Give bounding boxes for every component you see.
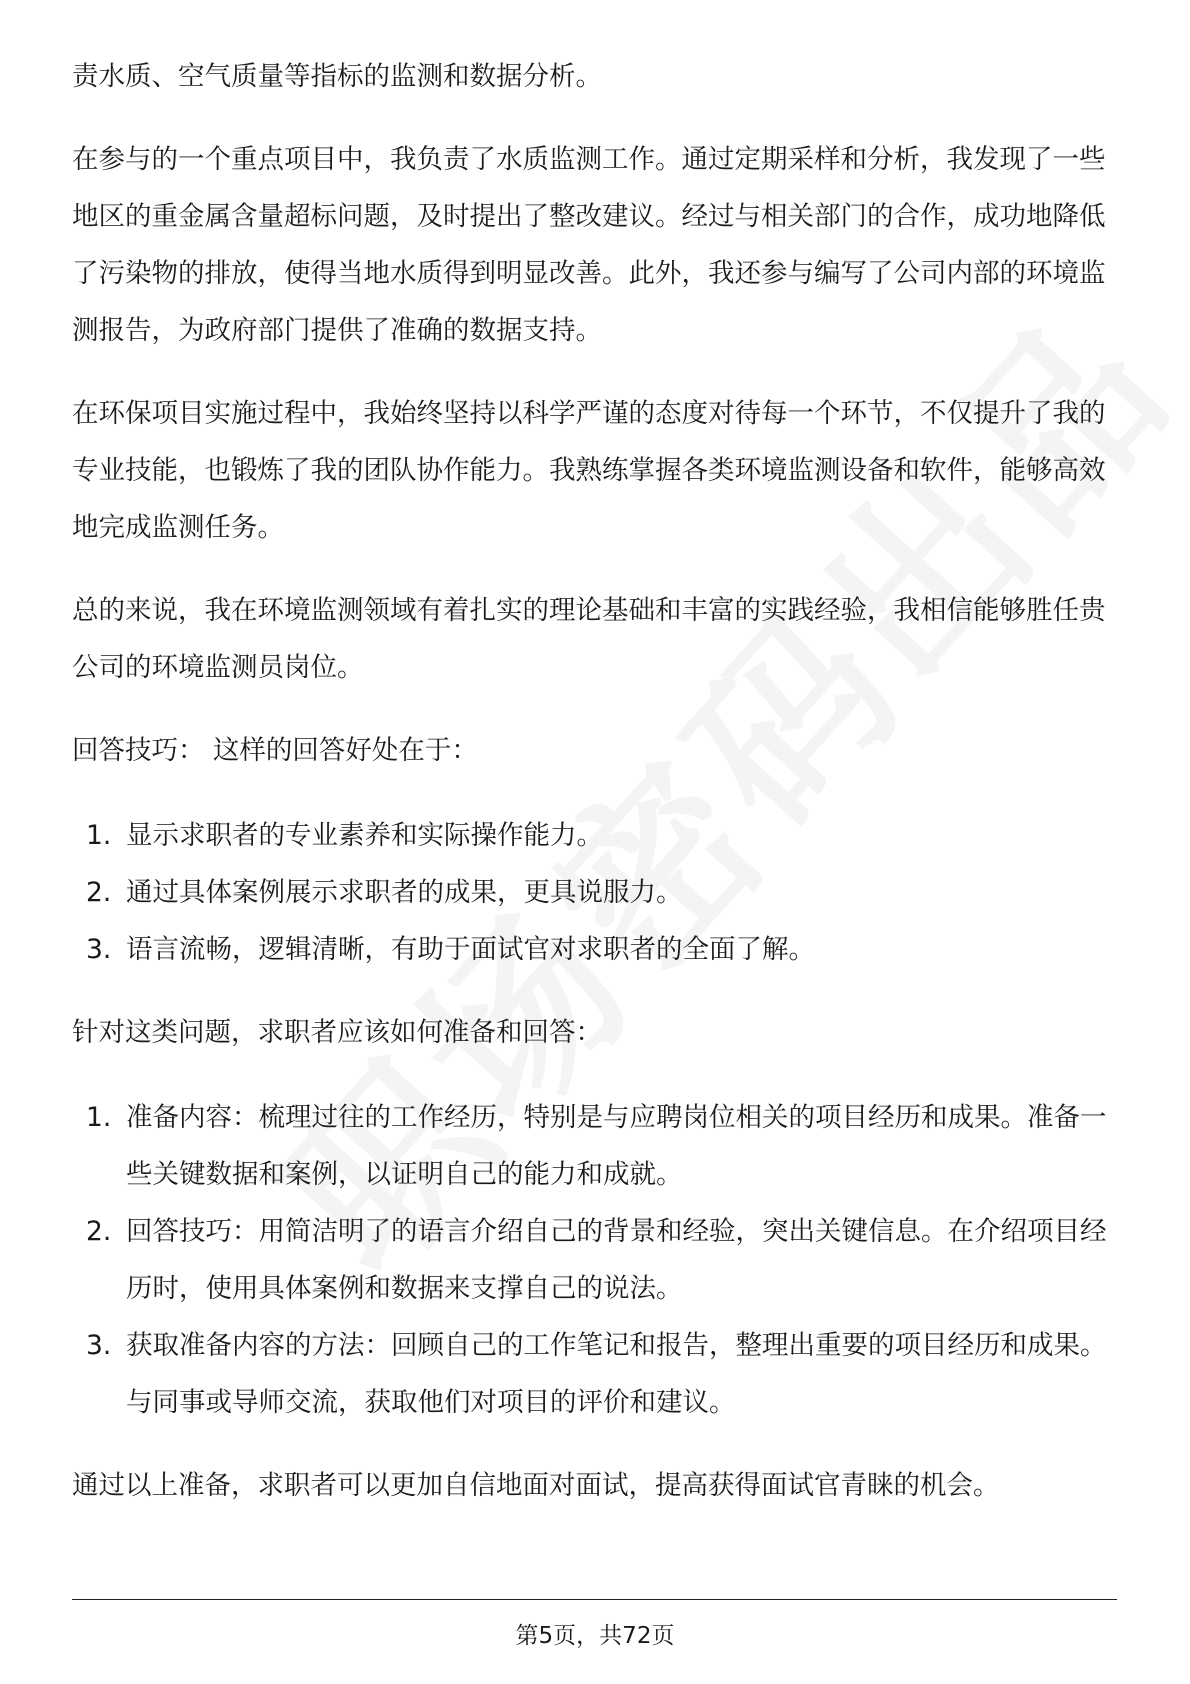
- prep-list: [72, 1089, 1117, 1431]
- page-number: 第5页，共72页: [515, 1623, 675, 1649]
- list-item-text: 回答技巧：用简洁明了的语言介绍自己的背景和经验，突出关键信息。在介绍项目经历时，使用具体案例和数据来支撑自己的说法。: [126, 1216, 1107, 1304]
- document-body: [72, 48, 1117, 1514]
- list-number: 3.: [86, 934, 112, 965]
- list-item-text: 获取准备内容的方法：回顾自己的工作笔记和报告，整理出重要的项目经历和成果。与同事或导师交流，获取他们对项目的评价和建议。: [126, 1330, 1107, 1418]
- list-item: [72, 1089, 1117, 1203]
- list-item-text: 语言流畅，逻辑清晰，有助于面试官对求职者的全面了解。: [126, 934, 815, 965]
- tips-list: [72, 807, 1117, 978]
- list-item: [72, 807, 1117, 864]
- paragraph-2: 在参与的一个重点项目中，我负责了水质监测工作。通过定期采样和分析，我发现了一些地区的重金属含量超标问题，及时提出了整改建议。经过与相关部门的合作，成功地降低了污染物的排放，使得当地水质得到明显改善。此外，我还参与编写了公司内部的环境监测报告，为政府部门提供了准确的数据支持。: [72, 144, 1106, 346]
- list-number: 1.: [86, 820, 112, 851]
- list-item: [72, 1203, 1117, 1317]
- list-item: [72, 1317, 1117, 1431]
- footer-divider: [72, 1599, 1117, 1600]
- prep-heading: 针对这类问题，求职者应该如何准备和回答：: [72, 1017, 602, 1048]
- list-number: 3.: [86, 1330, 112, 1361]
- list-item: [72, 864, 1117, 921]
- list-item-text: 显示求职者的专业素养和实际操作能力。: [126, 820, 603, 851]
- tips-heading: 回答技巧： 这样的回答好处在于：: [72, 735, 478, 766]
- list-number: 2.: [86, 1216, 112, 1247]
- list-item-text: 准备内容：梳理过往的工作经历，特别是与应聘岗位相关的项目经历和成果。准备一些关键数据和案例，以证明自己的能力和成就。: [126, 1102, 1107, 1190]
- paragraph-1: 责水质、空气质量等指标的监测和数据分析。: [72, 61, 602, 92]
- list-item-text: 通过具体案例展示求职者的成果，更具说服力。: [126, 877, 683, 908]
- list-item: [72, 921, 1117, 978]
- list-number: 2.: [86, 877, 112, 908]
- closing-paragraph: 通过以上准备，求职者可以更加自信地面对面试，提高获得面试官青睐的机会。: [72, 1470, 1000, 1501]
- list-number: 1.: [86, 1102, 112, 1133]
- paragraph-3: 在环保项目实施过程中，我始终坚持以科学严谨的态度对待每一个环节，不仅提升了我的专业技能，也锻炼了我的团队协作能力。我熟练掌握各类环境监测设备和软件，能够高效地完成监测任务。: [72, 398, 1106, 543]
- paragraph-4: 总的来说，我在环境监测领域有着扎实的理论基础和丰富的实践经验，我相信能够胜任贵公司的环境监测员岗位。: [72, 595, 1106, 683]
